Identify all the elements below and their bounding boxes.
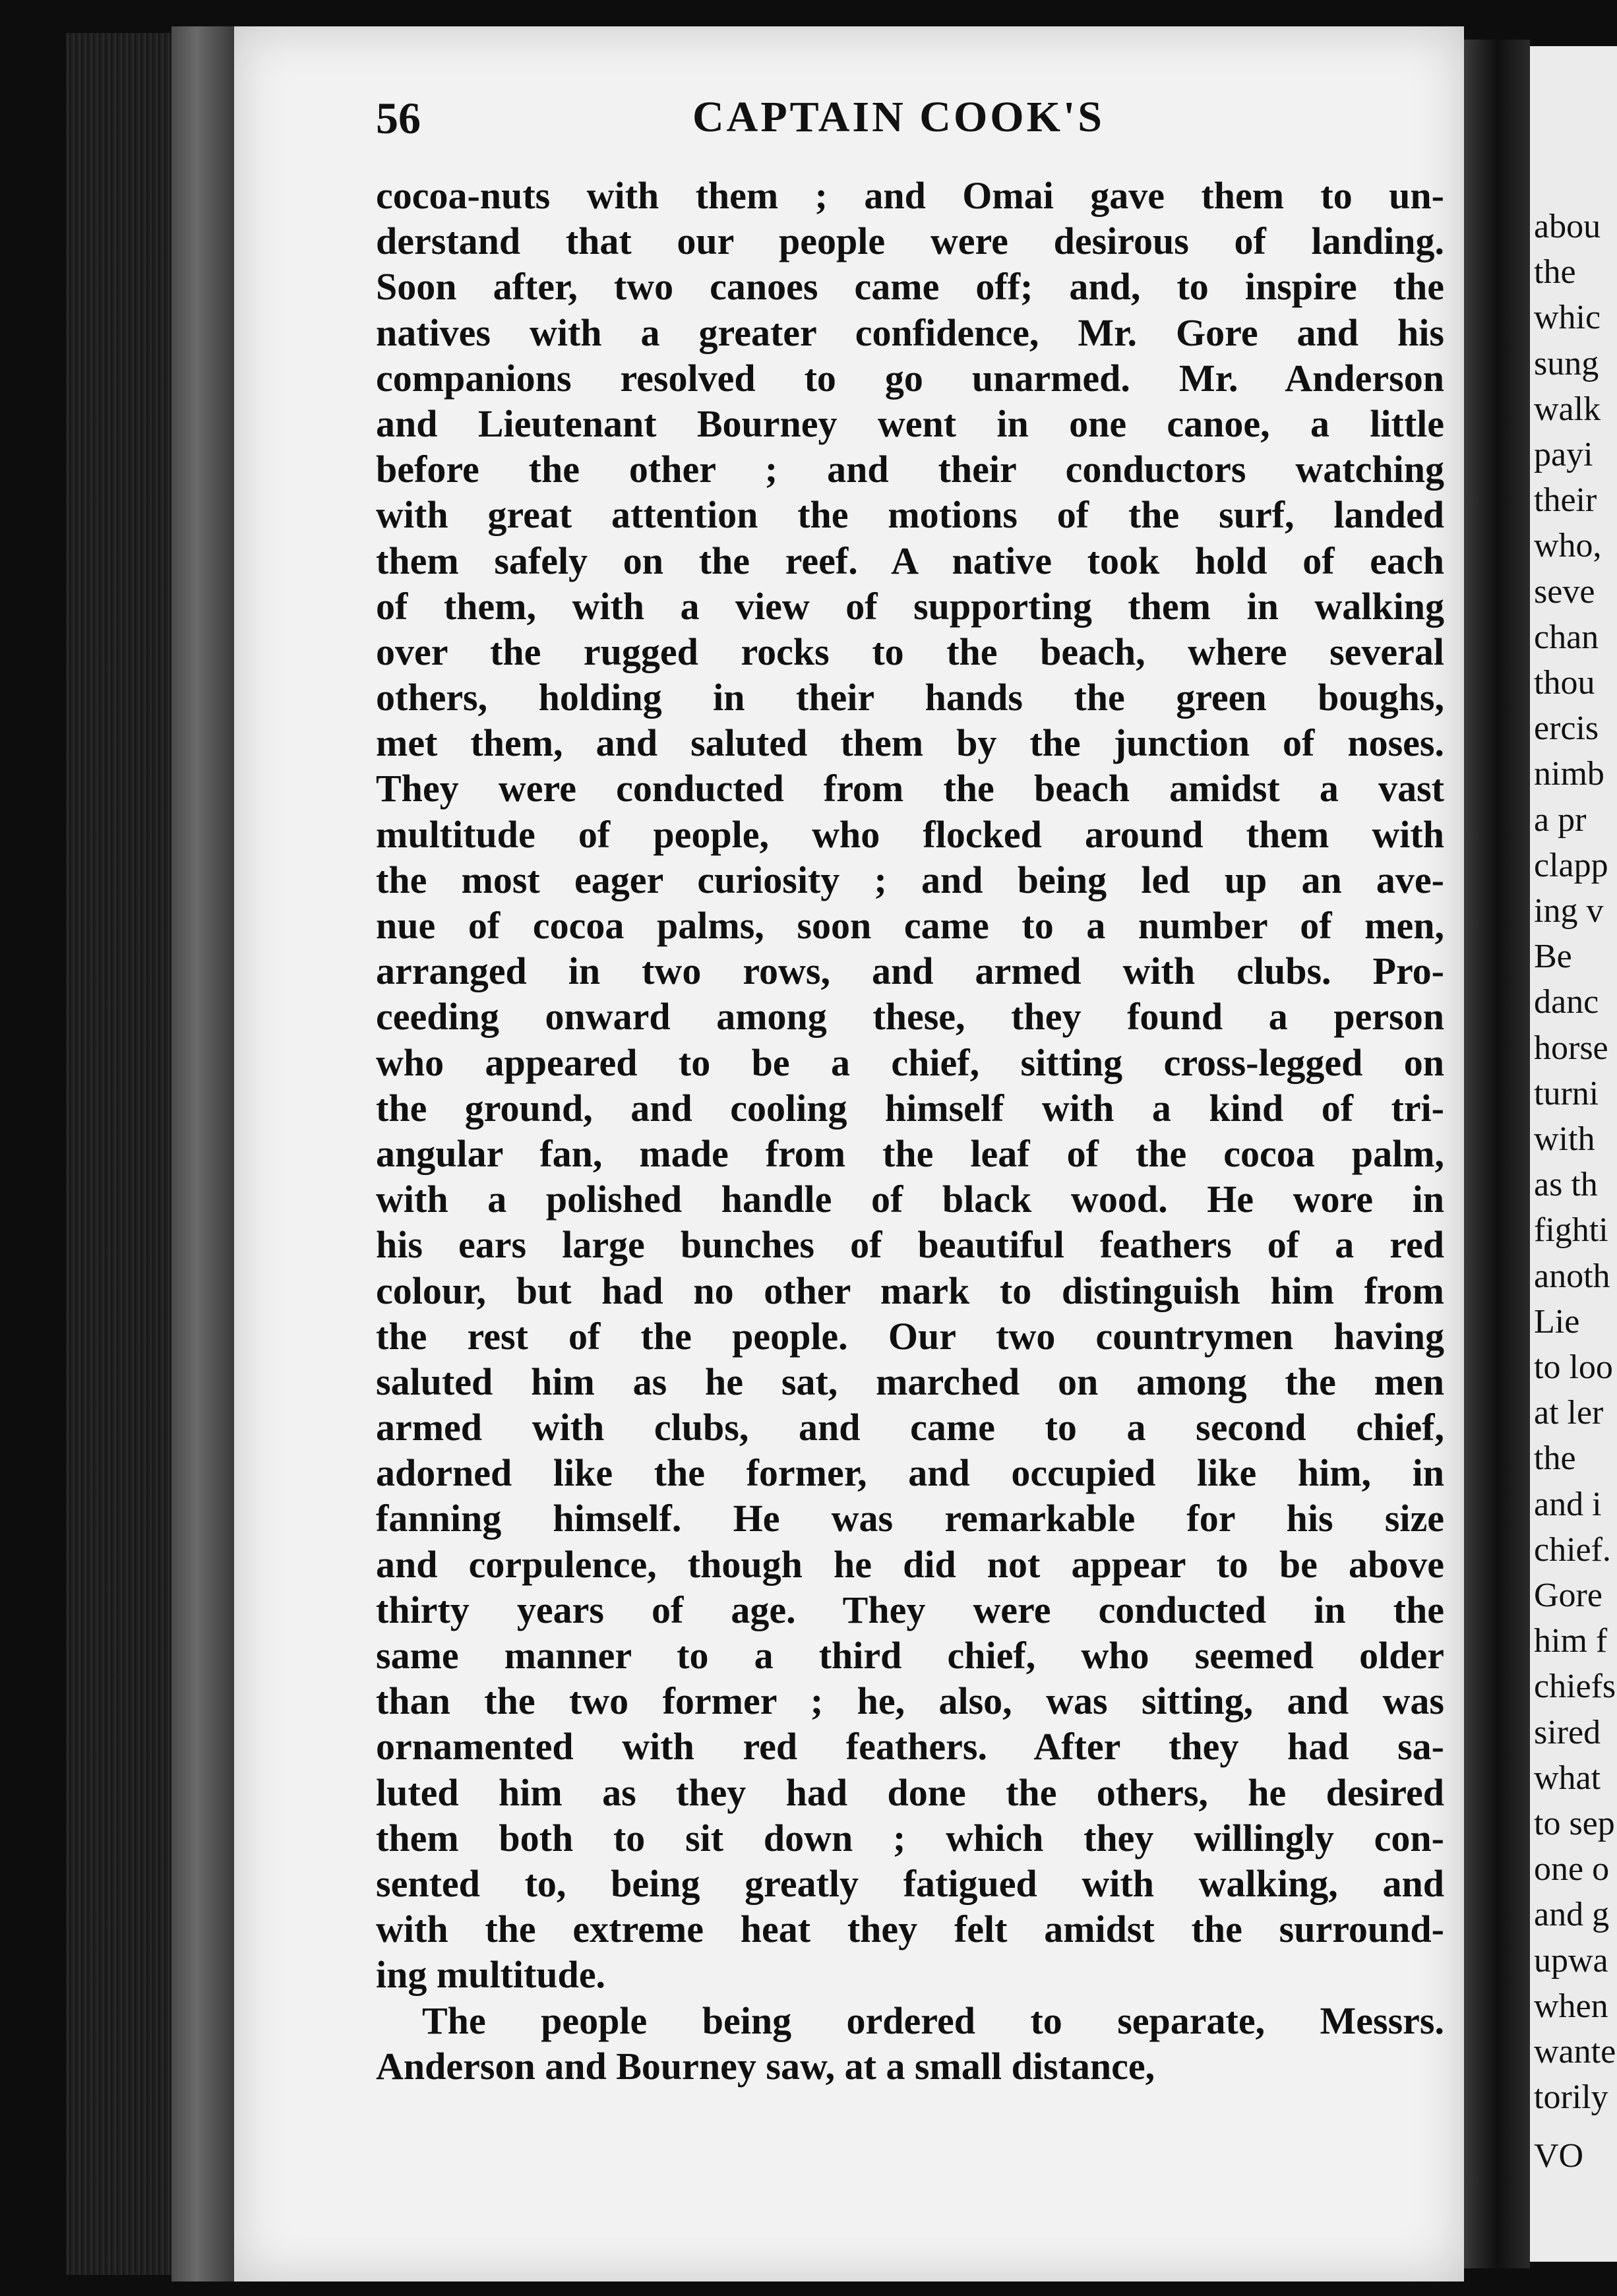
- book-spine: [171, 26, 234, 2281]
- text-line: arranged in two rows, and armed with clubs. Pro-: [376, 950, 1444, 993]
- text-line: cocoa-nuts with them ; and Omai gave them to un-: [376, 174, 1444, 217]
- next-page-fragment: with: [1534, 1120, 1595, 1158]
- text-line: and corpulence, though he did not appear to be above: [376, 1542, 1444, 1586]
- next-page-fragment: ercis: [1534, 710, 1599, 748]
- text-line: sented to, being greatly fatigued with walking, and: [376, 1861, 1444, 1905]
- text-line: before the other ; and their conductors watching: [376, 448, 1444, 491]
- page-edges: [66, 33, 171, 2275]
- next-page-fragment: and i: [1534, 1485, 1602, 1523]
- next-page-fragment: clapp: [1534, 846, 1608, 884]
- next-page-fragment: sired: [1534, 1713, 1601, 1751]
- text-line: met them, and saluted them by the junction of noses.: [376, 721, 1444, 765]
- text-line: over the rugged rocks to the beach, where several: [376, 630, 1444, 673]
- next-page-fragment: fighti: [1534, 1211, 1608, 1250]
- next-page-fragment: chiefs: [1534, 1668, 1616, 1706]
- text-line: the ground, and cooling himself with a kind of tri-: [376, 1086, 1444, 1130]
- text-line: the rest of the people. Our two countrymen having: [376, 1314, 1444, 1358]
- text-line: The people being ordered to separate, Messrs.: [422, 1999, 1444, 2042]
- text-line: Soon after, two canoes came off; and, to inspire the: [376, 265, 1444, 309]
- next-page-fragment: the: [1534, 1439, 1576, 1478]
- next-page-fragment: him f: [1534, 1622, 1608, 1660]
- next-page-fragment: one o: [1534, 1850, 1610, 1888]
- next-page-fragment: who,: [1534, 527, 1602, 565]
- next-page-fragment: their: [1534, 481, 1597, 520]
- text-line: luted him as they had done the others, he desired: [376, 1770, 1444, 1814]
- text-line: adorned like the former, and occupied like him, in: [376, 1451, 1444, 1495]
- next-page-fragment: turni: [1534, 1074, 1599, 1112]
- next-page-fragment: whic: [1534, 299, 1601, 337]
- next-page-fragment: ing v: [1534, 892, 1604, 930]
- next-page-fragment: anoth: [1534, 1257, 1610, 1295]
- next-page-fragment: abou: [1534, 208, 1601, 245]
- next-page-fragment: at ler: [1534, 1394, 1604, 1432]
- next-page-fragment: upwa: [1534, 1941, 1608, 1979]
- next-page-fragment: payi: [1534, 436, 1593, 473]
- text-line: multitude of people, who flocked around them with: [376, 812, 1444, 856]
- text-line: them safely on the reef. A native took hold of each: [376, 539, 1444, 582]
- text-line: his ears large bunches of beautiful feathers of a red: [376, 1223, 1444, 1267]
- next-page-fragment: when: [1534, 1987, 1608, 2025]
- text-line: ceeding onward among these, they found a person: [376, 995, 1444, 1039]
- text-line: the most eager curiosity ; and being led up an ave-: [376, 858, 1444, 901]
- next-page-fragment: torily: [1534, 2078, 1608, 2117]
- text-line: same manner to a third chief, who seemed older: [376, 1634, 1444, 1677]
- text-line: natives with a greater confidence, Mr. Gore and his: [376, 311, 1444, 354]
- next-page-fragment: as th: [1534, 1166, 1598, 1204]
- next-page-fragment: wante: [1534, 2033, 1616, 2070]
- next-page-fragment: VO: [1534, 2137, 1584, 2175]
- running-title: CAPTAIN COOK'S: [692, 93, 1105, 141]
- next-page-fragment: seve: [1534, 572, 1595, 611]
- text-line: and Lieutenant Bourney went in one canoe, a little: [376, 402, 1444, 445]
- text-line: of them, with a view of supporting them in walking: [376, 584, 1444, 628]
- next-page-fragment: to loo: [1534, 1348, 1613, 1386]
- next-page-fragment: Lie: [1534, 1302, 1580, 1341]
- next-page-fragment: to sep: [1534, 1805, 1615, 1842]
- text-line: thirty years of age. They were conducted in the: [376, 1588, 1444, 1631]
- text-line: angular fan, made from the leaf of the cocoa palm,: [376, 1132, 1444, 1175]
- next-page-fragment: chan: [1534, 618, 1599, 656]
- next-page-fragment: chief.: [1534, 1530, 1611, 1569]
- next-page-fragment: the: [1534, 253, 1576, 291]
- next-page-fragment: thou: [1534, 664, 1595, 702]
- text-line: Anderson and Bourney saw, at a small distance,: [376, 2044, 1155, 2088]
- next-page-fragment: a pr: [1534, 801, 1587, 839]
- next-page-fragment: sung: [1534, 344, 1599, 382]
- text-line: saluted him as he sat, marched on among the men: [376, 1360, 1444, 1403]
- text-line: with the extreme heat they felt amidst the surround-: [376, 1908, 1444, 1951]
- text-line: They were conducted from the beach amidst a vast: [376, 767, 1444, 810]
- text-line: them both to sit down ; which they willingly con-: [376, 1816, 1444, 1859]
- next-page-fragment: and g: [1534, 1896, 1610, 1934]
- text-line: ornamented with red feathers. After they had sa-: [376, 1725, 1444, 1768]
- running-head: [376, 92, 1431, 152]
- body-text: [376, 173, 1444, 2089]
- next-page-sliver: [1530, 46, 1617, 2262]
- next-page-fragment: walk: [1534, 390, 1601, 428]
- text-line: armed with clubs, and came to a second chief,: [376, 1406, 1444, 1449]
- text-line: companions resolved to go unarmed. Mr. Anderson: [376, 356, 1444, 400]
- text-line: with great attention the motions of the surf, landed: [376, 493, 1444, 537]
- text-line: who appeared to be a chief, sitting cross-legged on: [376, 1041, 1444, 1084]
- page-number: 56: [376, 93, 421, 143]
- next-page-fragment: horse: [1534, 1029, 1608, 1067]
- next-page-fragment: nimb: [1534, 755, 1604, 793]
- next-page-fragment: danc: [1534, 983, 1599, 1021]
- text-line: than the two former ; he, also, was sitting, and was: [376, 1679, 1444, 1723]
- text-line: with a polished handle of black wood. He wore in: [376, 1178, 1444, 1221]
- page-gutter: [1464, 40, 1530, 2268]
- text-line: nue of cocoa palms, soon came to a number of men,: [376, 904, 1444, 947]
- next-page-fragment: Gore: [1534, 1577, 1602, 1614]
- next-page-fragment: what: [1534, 1759, 1601, 1797]
- text-line: fanning himself. He was remarkable for his size: [376, 1497, 1444, 1540]
- next-page-fragment: Be: [1534, 938, 1572, 976]
- text-line: ing multitude.: [376, 1953, 606, 1997]
- text-line: derstand that our people were desirous of landing.: [376, 220, 1444, 263]
- text-line: colour, but had no other mark to distinguish him from: [376, 1269, 1444, 1312]
- text-line: others, holding in their hands the green boughs,: [376, 676, 1444, 719]
